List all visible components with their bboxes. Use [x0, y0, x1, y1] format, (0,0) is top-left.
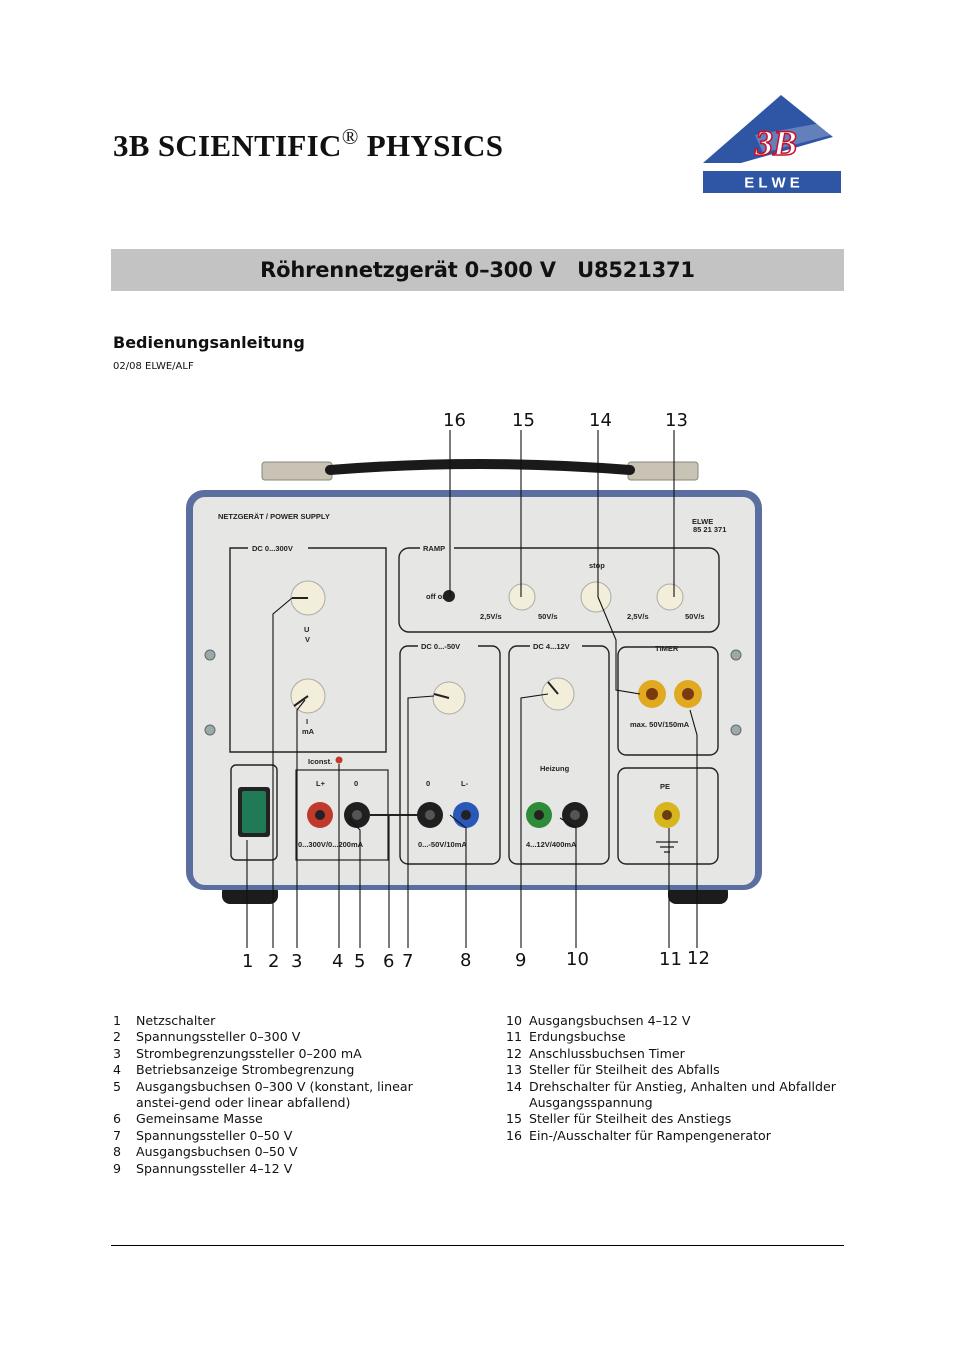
- legend-item: [113, 1029, 453, 1045]
- legend-text: Spannungssteller 0–300 V: [136, 1029, 301, 1045]
- legend-text: Ausgangsbuchsen 0–50 V: [136, 1144, 298, 1160]
- legend-num: 13: [506, 1062, 523, 1078]
- legend-text: Gemeinsame Masse: [136, 1111, 263, 1127]
- ramp-rate-hi-2: 50V/s: [685, 612, 705, 621]
- jack-label-zero-2: 0: [426, 779, 431, 788]
- legend-item: [113, 1111, 453, 1127]
- legend-text: Steller für Steilheit des Anstiegs: [529, 1111, 732, 1127]
- callout-10: 10: [566, 949, 589, 970]
- legend-item: [113, 1079, 453, 1112]
- panel-title: NETZGERÄT / POWER SUPPLY: [218, 512, 330, 521]
- legend-num: 3: [113, 1045, 122, 1061]
- title-bar: [111, 249, 844, 291]
- heizung-label: Heizung: [540, 764, 570, 773]
- legend-item: [506, 1029, 836, 1045]
- callout-8: 8: [460, 950, 472, 971]
- knob-label-u: U: [304, 625, 310, 634]
- legend-text: Ein-/Ausschalter für Rampengenerator: [529, 1127, 771, 1143]
- brand-tail: PHYSICS: [358, 128, 504, 163]
- logo-elwe-text: E L W E: [744, 174, 800, 192]
- legend-item: [506, 1013, 836, 1029]
- legend-item: [506, 1128, 836, 1144]
- panel-model: 85 21 371: [693, 525, 727, 534]
- legend-item: [113, 1013, 453, 1029]
- panel-maker: ELWE: [692, 517, 714, 526]
- logo-3b-text: 3B: [755, 123, 798, 163]
- legend-text: Steller für Steilheit des Abfalls: [529, 1062, 720, 1078]
- legend-text: Strombegrenzungssteller 0–200 mA: [136, 1045, 362, 1061]
- callout-14: 14: [589, 410, 612, 431]
- section-dc300: DC 0...300V: [252, 544, 293, 553]
- ramp-off-on: off on: [426, 592, 447, 601]
- timer-max-label: max. 50V/150mA: [630, 720, 690, 729]
- ramp-rate-hi-1: 50V/s: [538, 612, 558, 621]
- legend-item: [113, 1062, 453, 1078]
- legend-right: [506, 1013, 836, 1144]
- section-pe: PE: [660, 782, 671, 791]
- brand-title: [113, 124, 504, 164]
- jack-range-a: 0...300V/0...200mA: [298, 840, 364, 849]
- knob-label-i: I: [306, 717, 309, 726]
- knob-label-ma: mA: [302, 727, 315, 736]
- legend-text: Anschlussbuchsen Timer: [529, 1045, 685, 1061]
- legend-item: [506, 1062, 836, 1078]
- legend-left: [113, 1013, 453, 1177]
- section-timer: TIMER: [655, 644, 679, 653]
- legend-num: 1: [113, 1013, 122, 1028]
- 3b-elwe-logo: [703, 95, 841, 193]
- callout-7: 7: [402, 951, 414, 972]
- brand-main: 3B SCIENTIFIC: [113, 128, 342, 163]
- callout-15: 15: [512, 410, 535, 431]
- legend-num: 11: [506, 1029, 523, 1045]
- legend-num: 2: [113, 1029, 122, 1045]
- document-title: Röhrennetzgerät 0–300 V U8521371: [260, 258, 695, 282]
- callout-16: 16: [443, 410, 466, 431]
- legend-num: 4: [113, 1062, 122, 1078]
- subtitle: Bedienungsanleitung: [113, 333, 305, 352]
- legend-item: [113, 1161, 453, 1177]
- callout-5: 5: [354, 951, 366, 972]
- legend-item: [506, 1079, 836, 1112]
- legend-num: 14: [506, 1078, 523, 1094]
- legend-text: Spannungssteller 4–12 V: [136, 1160, 293, 1176]
- legend-text: Ausgangsbuchsen 0–300 V (konstant, linear anstei-gend oder linear abfallend): [136, 1078, 413, 1111]
- knob-label-v: V: [305, 635, 311, 644]
- callout-1: 1: [242, 951, 254, 972]
- legend-num: 10: [506, 1013, 523, 1028]
- section-dc12: DC 4...12V: [533, 642, 570, 651]
- ramp-stop-label: stop: [589, 561, 605, 570]
- legend-text: Erdungsbuchse: [529, 1029, 626, 1045]
- legend-text: Betriebsanzeige Strombegrenzung: [136, 1062, 355, 1078]
- ramp-rate-lo-2: 2,5V/s: [627, 612, 649, 621]
- section-dc50: DC 0...-50V: [421, 642, 461, 651]
- jack-label-lplus-1: L+: [316, 779, 325, 788]
- legend-num: 16: [506, 1127, 523, 1143]
- jack-label-zero-1: 0: [354, 779, 359, 788]
- callout-13: 13: [665, 410, 688, 431]
- legend-num: 7: [113, 1127, 122, 1143]
- device-illustration: [180, 400, 780, 980]
- callout-6: 6: [383, 951, 395, 972]
- callout-4: 4: [332, 951, 344, 972]
- jack-label-lminus: L-: [461, 779, 469, 788]
- ramp-rate-lo-1: 2,5V/s: [480, 612, 502, 621]
- legend-text: Drehschalter für Anstieg, Anhalten und Abfallder Ausgangsspannung: [529, 1078, 836, 1111]
- legend-num: 12: [506, 1045, 523, 1061]
- legend-item: [113, 1046, 453, 1062]
- legend-text: Netzschalter: [136, 1013, 216, 1028]
- jack-range-b: 0...-50V/10mA: [418, 840, 467, 849]
- legend-text: Spannungssteller 0–50 V: [136, 1127, 293, 1143]
- legend-num: 5: [113, 1078, 122, 1094]
- revision-date: 02/08 ELWE/ALF: [113, 361, 194, 372]
- brand-registered-mark: ®: [341, 124, 359, 149]
- callout-3: 3: [291, 951, 303, 972]
- legend-item: [506, 1111, 836, 1127]
- legend-text: Ausgangsbuchsen 4–12 V: [529, 1013, 691, 1028]
- iconst-label: Iconst.: [308, 757, 333, 766]
- legend-num: 8: [113, 1144, 122, 1160]
- callout-12: 12: [687, 948, 710, 969]
- callout-9: 9: [515, 950, 527, 971]
- legend-num: 9: [113, 1160, 122, 1176]
- legend-num: 6: [113, 1111, 122, 1127]
- callout-11: 11: [659, 949, 682, 970]
- legend-item: [113, 1144, 453, 1160]
- legend-item: [506, 1046, 836, 1062]
- section-ramp: RAMP: [423, 544, 446, 553]
- jack-range-c: 4...12V/400mA: [526, 840, 577, 849]
- legend-num: 15: [506, 1111, 523, 1127]
- callout-2: 2: [268, 951, 280, 972]
- footer-rule: [111, 1245, 844, 1246]
- legend-item: [113, 1128, 453, 1144]
